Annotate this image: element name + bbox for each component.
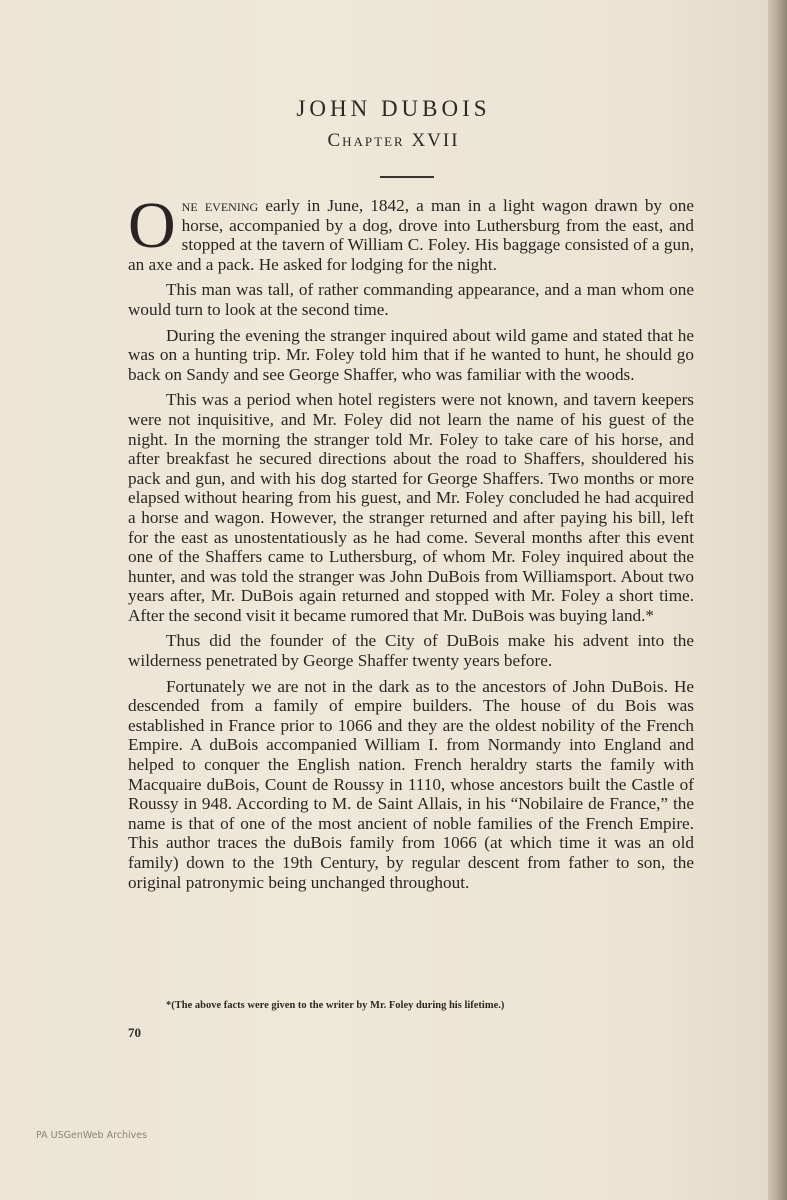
paragraph-1 — [128, 189, 694, 274]
paragraph-6: Fortunately we are not in the dark as to the ancestors of John DuBois. He descended from a family of empire builders. The house of du Bois was established in France prior to 1066 and they are the oldest nobility of the French Empire. A duBois accompanied William I. from Normandy into England and helped to conquer the English nation. French heraldry starts the family with Macquaire duBois, Count de Roussy in 1110, whose ancestors built the Castle of Roussy in 948. According to M. de Saint Allais, in his “Nobilaire de France,” the name is that of one of the most ancient of noble families of the French Empire. This author traces the duBois family from 1066 (at which time it was an old family) down to the 19th Century, by regular descent from father to son, the original patronymic being unchanged throughout. — [128, 676, 694, 892]
chapter-word: Chapter — [327, 130, 405, 151]
paragraph-3: During the evening the stranger inquired about wild game and stated that he was on a hunting trip. Mr. Foley told him that if he wanted to hunt, he should go back on Sandy and see George Shaffer, who was familiar with the woods. — [128, 325, 694, 384]
paragraph-1-text: early in June, 1842, a man in a light wagon drawn by one horse, accompanied by a dog, drove into Luthersburg from the east, and stopped at the tavern of William C. Foley. His baggage consisted of a gun, an axe and a pack. He asked for lodging for the night. — [128, 196, 694, 274]
page-number: 70 — [128, 1025, 141, 1040]
paragraph-5: Thus did the founder of the City of DuBois make his advent into the wilderness penetrated by George Shaffer twenty years before. — [128, 631, 694, 671]
lead-in: ne evening — [181, 196, 259, 215]
chapter-number: XVII — [411, 130, 460, 151]
paragraph-2: This man was tall, of rather commanding appearance, and a man whom one would turn to look at the second time. — [128, 280, 694, 319]
heading-divider — [380, 176, 434, 178]
footnote: *(The above facts were given to the writer by Mr. Foley during his lifetime.) — [166, 1000, 505, 1011]
paragraph-4: This was a period when hotel registers were not known, and tavern keepers were not inquisitive, and Mr. Foley did not learn the name of his guest of the night. In the morning the stranger told Mr. Foley to take care of his horse, and after breakfast he secured directions about the road to Shaffers, shouldered his pack and gun, and with his dog started for George Shaffers. Two months or more elapsed without hearing from his guest, and Mr. Foley concluded he had acquired a horse and wagon. However, the stranger returned and after paying his bill, left for the east as unostentatiously as he had come. Several months after this event one of the Shaffers came to Luthersburg, of whom Mr. Foley inquired about the hunter, and was told the stranger was John DuBois from Williamsport. About two years after, Mr. DuBois again returned and stopped with Mr. Foley a short time. After the second visit it became rumored that Mr. DuBois was buying land.* — [128, 390, 694, 625]
archive-watermark: PA USGenWeb Archives — [36, 1130, 148, 1141]
chapter-heading — [0, 130, 787, 152]
body-text — [128, 189, 694, 898]
drop-cap: O — [128, 189, 176, 262]
page-title: JOHN DUBOIS — [296, 96, 491, 121]
page-edge — [768, 0, 787, 1200]
